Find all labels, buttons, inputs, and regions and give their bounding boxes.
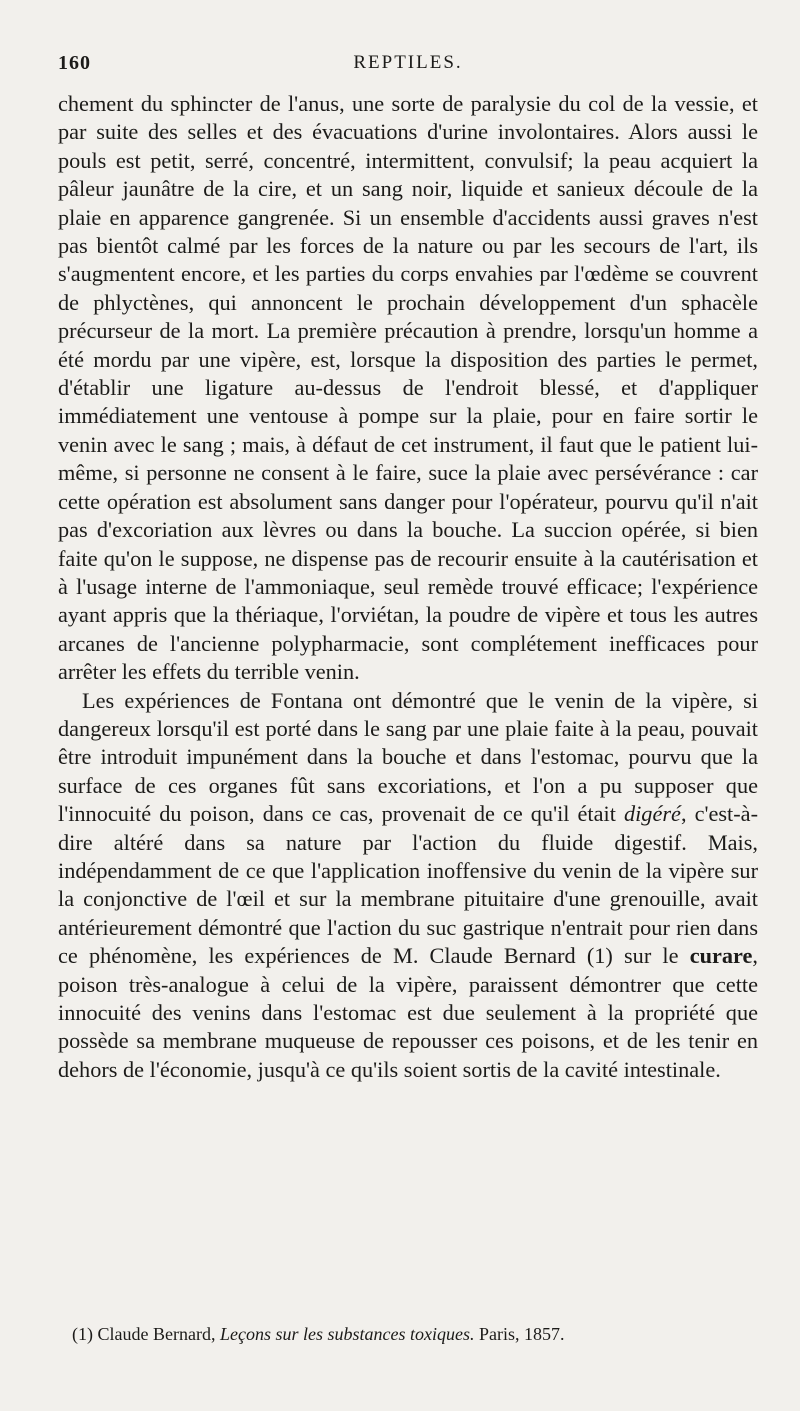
paragraph-continuation: chement du sphincter de l'anus, une sorte de paralysie du col de la vessie, et par suite des selles et des évacuations d'urine involontaires. Alors aussi le pouls est petit, serré, concentré, intermittent, convulsif; la peau acquiert la pâleur jaunâtre de la cire, et un sang noir, liquide et sanieux découle de la plaie en apparence gangrenée. Si un ensemble d'accidents aussi graves n'est pas bientôt calmé par les forces de la nature ou par les secours de l'art, ils s'augmentent encore, et les parties du corps envahies par l'œdème se couvrent de phlyctènes, qui annoncent le prochain développement d'un sphacèle précurseur de la mort. La première précaution à prendre, lorsqu'un homme a été mordu par une vipère, est, lorsque la disposition des parties le permet, d'établir une ligature au-dessus de l'endroit blessé, et d'appliquer immédiatement une ventouse à pompe sur la plaie, pour en faire sortir le venin avec le sang ; mais, à défaut de cet instrument, il faut que le patient lui-même, si personne ne consent à le faire, suce la plaie avec persévérance : car cette opération est absolument sans danger pour l'opérateur, pourvu qu'il n'ait pas d'excoriation aux lèvres ou dans la bouche. La succion opérée, si bien faite qu'on le suppose, ne dispense pas de recourir ensuite à la cautérisation et à l'usage interne de l'ammoniaque, seul remède trouvé efficace; l'expérience ayant appris que la thériaque, l'orviétan, la poudre de vipère et tous les autres arcanes de l'ancienne polypharmacie, sont complétement inefficaces pour arrêter les effets du terrible venin. <box>58 91 758 685</box>
running-title: REPTILES. <box>353 52 463 73</box>
book-page <box>58 52 758 1344</box>
italic-term: digéré <box>623 801 681 827</box>
paragraph-text: Les expériences de Fontana ont démontré que le venin de la vipère, si dangereux lorsqu'il est porté dans le sang par une plaie faite à la peau, pouvait être introduit impunément dans la bouche et dans l'estomac, pourvu que la surface de ces organes fût sans excoriations, et l'on a pu supposer que l'innocuité du poison, dans ce cas, provenait de ce qu'il était <box>58 687 758 827</box>
footnote-place-year: Paris, 1857. <box>478 1324 565 1344</box>
footnote <box>58 1322 772 1346</box>
body-text <box>58 90 758 1084</box>
running-head <box>58 52 758 82</box>
bold-term: curare <box>689 943 753 969</box>
footnote-author: Claude Bernard, <box>97 1324 216 1344</box>
paragraph-text: , poison très-analogue à celui de la vipère, paraissent démontrer que cette innocuité des venins dans l'estomac est due seulement à la propriété que possède sa membrane muqueuse de repousser ces poisons, et de les tenir en dehors de l'économie, jusqu'à ce qu'ils soient sortis de la cavité intestinale. <box>58 943 758 1082</box>
paragraph-fontana <box>58 687 758 1085</box>
footnote-marker: (1) <box>72 1324 93 1344</box>
page-number: 160 <box>58 52 91 74</box>
paragraph-text: , c'est-à-dire altéré dans sa nature par l'action du fluide digestif. Mais, indépendamment de ce que l'application inoffensive du venin de la vipère sur la conjonctive de l'œil et sur la membrane pituitaire d'une grenouille, avait antérieurement démontré que l'action du suc gastrique n'entrait pour rien dans ce phénomène, les expériences de M. Claude Bernard (1) sur le <box>58 801 758 969</box>
footnote-title: Leçons sur les substances toxiques. <box>219 1324 475 1344</box>
